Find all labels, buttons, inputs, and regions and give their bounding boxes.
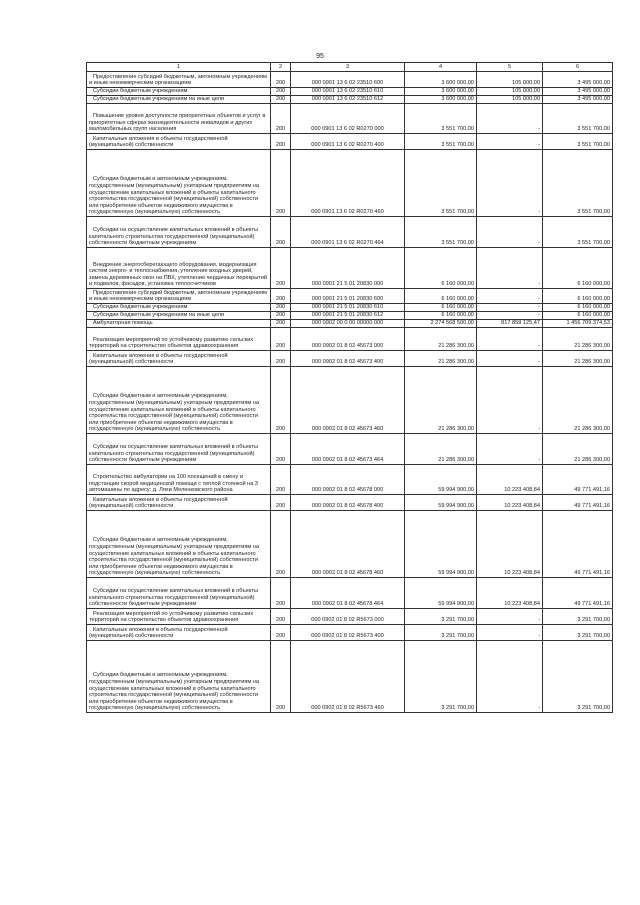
table-cell-plan: 3 291 700,00 bbox=[405, 641, 477, 713]
table-cell-plan: 21 286 300,00 bbox=[405, 328, 477, 351]
page-number: 95 bbox=[316, 53, 324, 60]
table-cell-exec: 105 000,00 bbox=[477, 72, 543, 88]
table-cell-exec: 817 859 125,47 bbox=[477, 320, 543, 328]
table-cell-rest: 3 495 000,00 bbox=[543, 96, 613, 104]
table-cell-name: Строительство амбулатории на 100 посещений в смену и подстанции скорой медицинской помощи с теплой стоянкой на 3 автомашины по адресу: д. Ляхи Меленковского района bbox=[87, 465, 271, 495]
table-row bbox=[87, 104, 613, 134]
table-cell-plan: 3 551 700,00 bbox=[405, 134, 477, 150]
table-row bbox=[87, 495, 613, 511]
table-cell-rest: 21 286 300,00 bbox=[543, 434, 613, 465]
table-cell-exec: 10 223 408,84 bbox=[477, 511, 543, 578]
table-cell-plan: 59 994 900,00 bbox=[405, 495, 477, 511]
table-cell-name: Капитальные вложения в объекты государственной (муниципальной) собственности bbox=[87, 495, 271, 511]
table-cell-exec: - bbox=[477, 248, 543, 289]
column-header: 5 bbox=[477, 63, 543, 72]
table-cell-exec: 10 223 408,84 bbox=[477, 495, 543, 511]
table-cell-rest: 1 456 709 374,53 bbox=[543, 320, 613, 328]
table-cell-rest: 3 291 700,00 bbox=[543, 609, 613, 625]
table-cell-code: 200 bbox=[271, 72, 291, 88]
table-cell-exec: 105 000,00 bbox=[477, 96, 543, 104]
table-cell-kbk: 000 0901 13 6 02 R0270 460 bbox=[291, 150, 405, 217]
table-cell-code: 200 bbox=[271, 320, 291, 328]
table-cell-rest: 6 160 000,00 bbox=[543, 248, 613, 289]
table-cell-name: Субсидии на осуществление капитальных вложений в объекты капитального строительства государственной (муниципальной) собственности бюджетным учреждениям bbox=[87, 578, 271, 609]
table-cell-rest: 49 771 491,16 bbox=[543, 495, 613, 511]
table-cell-kbk: 000 0901 21 5 01 20830 600 bbox=[291, 289, 405, 304]
table-cell-name: Субсидии бюджетным учреждениям на иные цели bbox=[87, 96, 271, 104]
column-header: 6 bbox=[543, 63, 613, 72]
table-cell-plan: 3 551 700,00 bbox=[405, 104, 477, 134]
table-cell-exec: - bbox=[477, 609, 543, 625]
table-cell-kbk: 000 0902 01 8 02 45678 400 bbox=[291, 495, 405, 511]
table-cell-code: 200 bbox=[271, 625, 291, 641]
table-cell-name: Капитальные вложения в объекты государственной (муниципальной) собственности bbox=[87, 134, 271, 150]
table-cell-name: Субсидии бюджетным и автономным учреждениям, государственным (муниципальным) унитарным предприятиям на осуществление капитальных вложений в объекты капитального строительства государственной (муниципальной) собственности или приобретение объектов недвижимого имущества в государственную (муниципальную) собственность bbox=[87, 367, 271, 434]
table-cell-rest: 3 291 700,00 bbox=[543, 625, 613, 641]
table-row bbox=[87, 367, 613, 434]
table-cell-name: Капитальные вложения в объекты государственной (муниципальной) собственности bbox=[87, 351, 271, 367]
table-cell-rest: 3 551 700,00 bbox=[543, 217, 613, 248]
table-row bbox=[87, 328, 613, 351]
table-cell-name: Субсидии на осуществление капитальных вложений в объекты капитального строительства государственной (муниципальной) собственности бюджетным учреждениям bbox=[87, 434, 271, 465]
table-cell-code: 200 bbox=[271, 609, 291, 625]
table-row bbox=[87, 72, 613, 88]
table-cell-plan: 21 286 300,00 bbox=[405, 351, 477, 367]
budget-table bbox=[86, 62, 613, 713]
table-cell-kbk: 000 0901 13 6 02 23510 612 bbox=[291, 96, 405, 104]
table-cell-exec: - bbox=[477, 328, 543, 351]
table-cell-code: 200 bbox=[271, 312, 291, 320]
table-cell-code: 200 bbox=[271, 88, 291, 96]
table-cell-kbk: 000 0901 13 6 02 23510 610 bbox=[291, 88, 405, 96]
table-cell-plan: 6 160 000,00 bbox=[405, 312, 477, 320]
table-cell-exec: - bbox=[477, 150, 543, 217]
table-cell-exec: - bbox=[477, 289, 543, 304]
table-row bbox=[87, 134, 613, 150]
table-row bbox=[87, 578, 613, 609]
table-row bbox=[87, 351, 613, 367]
table-cell-plan: 3 291 700,00 bbox=[405, 625, 477, 641]
table-cell-exec: 10 223 408,84 bbox=[477, 578, 543, 609]
table-row bbox=[87, 641, 613, 713]
table-cell-kbk: 000 0901 13 6 02 R0270 400 bbox=[291, 134, 405, 150]
table-cell-code: 200 bbox=[271, 641, 291, 713]
table-cell-name: Предоставление субсидий бюджетным, автономным учреждениям и иным некоммерческим организациям bbox=[87, 289, 271, 304]
table-cell-rest: 3 495 000,00 bbox=[543, 72, 613, 88]
table-cell-name: Субсидии бюджетным и автономным учреждениям, государственным (муниципальным) унитарным предприятиям на осуществление капитальных вложений в объекты капитального строительства государственной (муниципальной) собственности или приобретение объектов недвижимого имущества в государственную (муниципальную) собственность bbox=[87, 150, 271, 217]
table-cell-code: 200 bbox=[271, 511, 291, 578]
table-cell-code: 200 bbox=[271, 495, 291, 511]
table-cell-plan: 21 286 300,00 bbox=[405, 367, 477, 434]
table-row bbox=[87, 88, 613, 96]
table-cell-plan: 3 551 700,00 bbox=[405, 150, 477, 217]
table-cell-name: Повышение уровня доступности приоритетных объектов и услуг в приоритетных сферах жизнедеятельности инвалидов и других маломобильных групп населения bbox=[87, 104, 271, 134]
table-cell-rest: 3 551 700,00 bbox=[543, 104, 613, 134]
table-cell-code: 200 bbox=[271, 289, 291, 304]
table-row bbox=[87, 96, 613, 104]
table-cell-name: Внедрение энергосберегающего оборудования, модернизация систем энерго- и теплоснабжения, утепление входных дверей, замена деревянных окон на ПВХ, утепление чердачных перекрытий и подвалов, фасадов, установка теплосчетчиков bbox=[87, 248, 271, 289]
table-cell-kbk: 000 0901 13 6 02 23510 600 bbox=[291, 72, 405, 88]
table-cell-plan: 2 274 568 500,00 bbox=[405, 320, 477, 328]
table-cell-name: Реализация мероприятий по устойчивому развитию сельских территорий на строительство объектов здравоохранения bbox=[87, 609, 271, 625]
table-cell-exec: - bbox=[477, 641, 543, 713]
table-cell-exec: - bbox=[477, 625, 543, 641]
table-cell-kbk: 000 0902 01 8 02 R5673 000 bbox=[291, 609, 405, 625]
table-row bbox=[87, 320, 613, 328]
table-cell-rest: 6 160 000,00 bbox=[543, 312, 613, 320]
table-cell-name: Предоставление субсидий бюджетным, автономным учреждениям и иным некоммерческим организациям bbox=[87, 72, 271, 88]
table-cell-name: Реализация мероприятий по устойчивому развитию сельских территорий на строительство объектов здравоохранения bbox=[87, 328, 271, 351]
table-cell-plan: 3 291 700,00 bbox=[405, 609, 477, 625]
table-cell-rest: 21 286 300,00 bbox=[543, 351, 613, 367]
table-cell-code: 200 bbox=[271, 367, 291, 434]
table-row bbox=[87, 289, 613, 304]
table-cell-rest: 49 771 491,16 bbox=[543, 465, 613, 495]
table-cell-kbk: 000 0901 21 5 01 20830 000 bbox=[291, 248, 405, 289]
table-cell-code: 200 bbox=[271, 465, 291, 495]
table-cell-plan: 3 600 000,00 bbox=[405, 72, 477, 88]
table-cell-rest: 21 286 300,00 bbox=[543, 367, 613, 434]
table-cell-rest: 49 771 491,16 bbox=[543, 578, 613, 609]
table-cell-exec: 105 000,00 bbox=[477, 88, 543, 96]
column-header: 3 bbox=[291, 63, 405, 72]
table-cell-kbk: 000 0902 01 8 02 45678 000 bbox=[291, 465, 405, 495]
table-cell-exec: - bbox=[477, 134, 543, 150]
table-header-row bbox=[87, 63, 613, 72]
table-cell-code: 200 bbox=[271, 217, 291, 248]
table-cell-rest: 3 495 000,00 bbox=[543, 88, 613, 96]
table-cell-code: 200 bbox=[271, 248, 291, 289]
table-cell-name: Амбулаторная помощь bbox=[87, 320, 271, 328]
table-cell-name: Субсидии бюджетным учреждениям bbox=[87, 88, 271, 96]
table-cell-exec: - bbox=[477, 304, 543, 312]
table-cell-rest: 49 771 491,16 bbox=[543, 511, 613, 578]
table-cell-kbk: 000 0901 21 5 01 20830 610 bbox=[291, 304, 405, 312]
table-cell-exec: - bbox=[477, 217, 543, 248]
table-cell-exec: - bbox=[477, 351, 543, 367]
table-cell-kbk: 000 0902 01 8 02 45673 460 bbox=[291, 367, 405, 434]
table-cell-rest: 3 291 700,00 bbox=[543, 641, 613, 713]
table-row bbox=[87, 312, 613, 320]
table-row bbox=[87, 609, 613, 625]
table-cell-rest: 3 551 700,00 bbox=[543, 150, 613, 217]
table-cell-name: Капитальные вложения в объекты государственной (муниципальной) собственности bbox=[87, 625, 271, 641]
table-cell-plan: 59 994 900,00 bbox=[405, 511, 477, 578]
table-cell-plan: 3 551 700,00 bbox=[405, 217, 477, 248]
table-row bbox=[87, 465, 613, 495]
table-cell-exec: - bbox=[477, 367, 543, 434]
table-cell-rest: 6 160 000,00 bbox=[543, 289, 613, 304]
table-cell-kbk: 000 0901 13 6 02 R0270 000 bbox=[291, 104, 405, 134]
table-cell-name: Субсидии бюджетным учреждениям на иные цели bbox=[87, 312, 271, 320]
table-row bbox=[87, 248, 613, 289]
table-cell-name: Субсидии бюджетным и автономным учреждениям, государственным (муниципальным) унитарным предприятиям на осуществление капитальных вложений в объекты капитального строительства государственной (муниципальной) собственности или приобретение объектов недвижимого имущества в государственную (муниципальную) собственность bbox=[87, 511, 271, 578]
table-cell-code: 200 bbox=[271, 304, 291, 312]
table-row bbox=[87, 625, 613, 641]
table-cell-kbk: 000 0902 01 8 02 45678 464 bbox=[291, 578, 405, 609]
table-cell-plan: 6 160 000,00 bbox=[405, 304, 477, 312]
table-cell-rest: 3 551 700,00 bbox=[543, 134, 613, 150]
table-cell-code: 200 bbox=[271, 150, 291, 217]
table-row bbox=[87, 150, 613, 217]
table-cell-name: Субсидии на осуществление капитальных вложений в объекты капитального строительства государственной (муниципальной) собственности бюджетным учреждениям bbox=[87, 217, 271, 248]
table-cell-code: 200 bbox=[271, 434, 291, 465]
table-cell-plan: 59 994 900,00 bbox=[405, 578, 477, 609]
table-cell-exec: 10 223 408,84 bbox=[477, 465, 543, 495]
table-cell-code: 200 bbox=[271, 104, 291, 134]
table-cell-code: 200 bbox=[271, 96, 291, 104]
table-cell-rest: 21 286 300,00 bbox=[543, 328, 613, 351]
table-cell-kbk: 000 0902 00 0 00 00000 000 bbox=[291, 320, 405, 328]
table-row bbox=[87, 511, 613, 578]
table-cell-kbk: 000 0902 01 8 02 R5673 460 bbox=[291, 641, 405, 713]
table-cell-rest: 6 160 000,00 bbox=[543, 304, 613, 312]
table-cell-plan: 6 160 000,00 bbox=[405, 248, 477, 289]
table-row bbox=[87, 434, 613, 465]
table-cell-code: 200 bbox=[271, 351, 291, 367]
table-cell-kbk: 000 0902 01 8 02 45673 400 bbox=[291, 351, 405, 367]
table-cell-plan: 21 286 300,00 bbox=[405, 434, 477, 465]
table-cell-name: Субсидии бюджетным учреждениям bbox=[87, 304, 271, 312]
table-cell-plan: 59 994 900,00 bbox=[405, 465, 477, 495]
table-cell-kbk: 000 0902 01 8 02 45673 464 bbox=[291, 434, 405, 465]
column-header: 2 bbox=[271, 63, 291, 72]
table-cell-plan: 3 600 000,00 bbox=[405, 96, 477, 104]
table-cell-name: Субсидии бюджетным и автономным учреждениям, государственным (муниципальным) унитарным предприятиям на осуществление капитальных вложений в объекты капитального строительства государственной (муниципальной) собственности или приобретение объектов недвижимого имущества в государственную (муниципальную) собственность bbox=[87, 641, 271, 713]
table-cell-kbk: 000 0902 01 8 02 45673 000 bbox=[291, 328, 405, 351]
table-cell-kbk: 000 0902 01 8 02 45678 460 bbox=[291, 511, 405, 578]
table-cell-kbk: 000 0902 01 8 02 R5673 400 bbox=[291, 625, 405, 641]
table-cell-code: 200 bbox=[271, 578, 291, 609]
table-cell-plan: 6 160 000,00 bbox=[405, 289, 477, 304]
table-row bbox=[87, 304, 613, 312]
table-row bbox=[87, 217, 613, 248]
table-cell-code: 200 bbox=[271, 328, 291, 351]
table-cell-exec: - bbox=[477, 434, 543, 465]
table-cell-kbk: 000 0901 13 6 02 R0270 464 bbox=[291, 217, 405, 248]
table-cell-exec: - bbox=[477, 104, 543, 134]
table-cell-code: 200 bbox=[271, 134, 291, 150]
table-cell-exec: - bbox=[477, 312, 543, 320]
table-cell-plan: 3 600 000,00 bbox=[405, 88, 477, 96]
column-header: 4 bbox=[405, 63, 477, 72]
table-cell-kbk: 000 0901 21 5 01 20830 612 bbox=[291, 312, 405, 320]
column-header: 1 bbox=[87, 63, 271, 72]
